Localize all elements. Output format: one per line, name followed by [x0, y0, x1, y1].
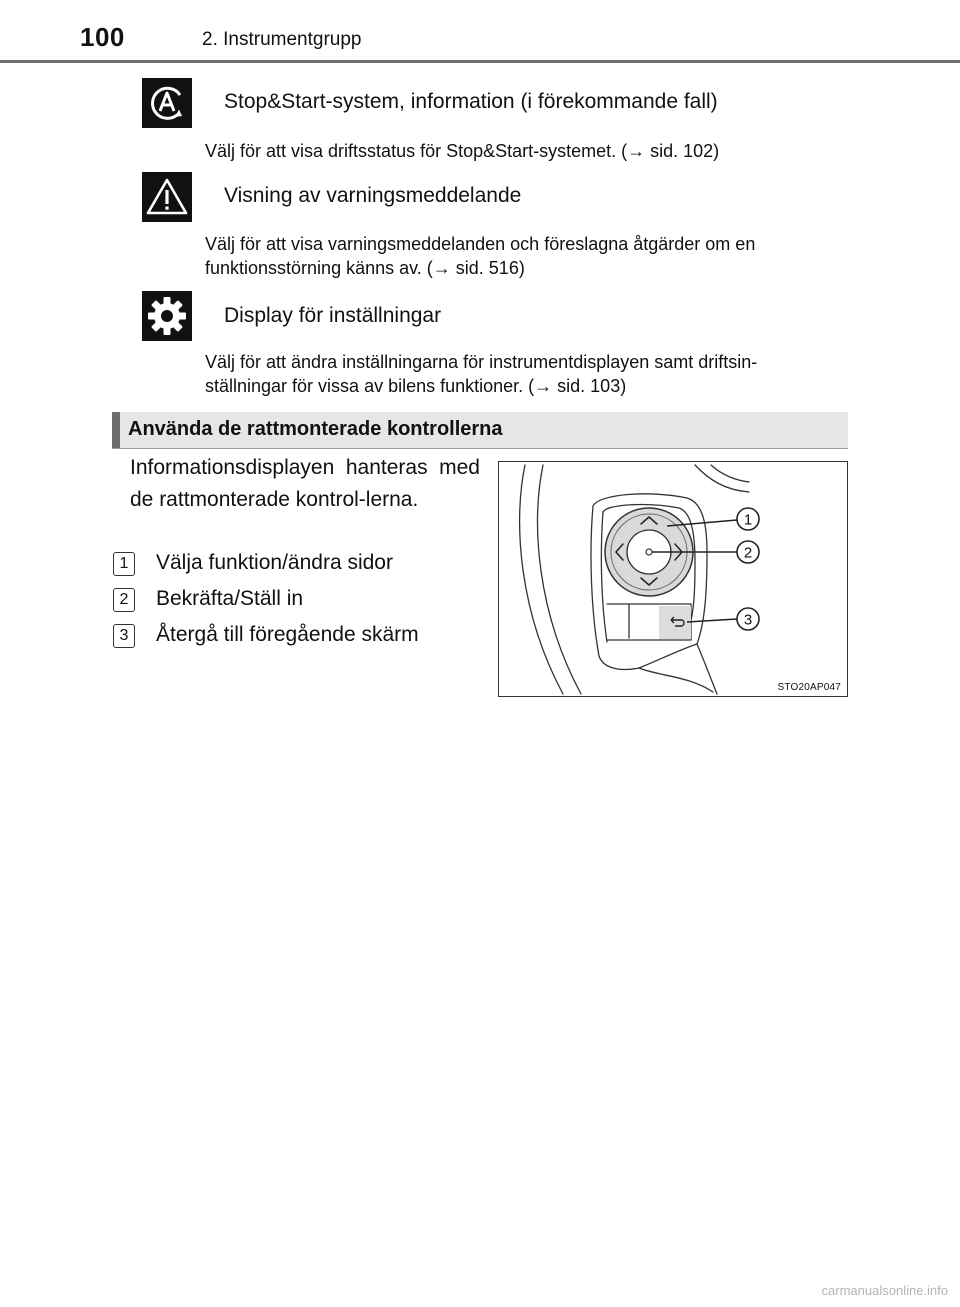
stop-start-icon [142, 78, 192, 128]
chapter-title: 2. Instrumentgrupp [202, 29, 362, 50]
warning-triangle-icon [142, 172, 192, 222]
header-rule [0, 60, 960, 63]
section-heading-accent [112, 412, 120, 448]
callout-2: 2 [743, 544, 753, 562]
steering-switch-drawing [499, 462, 847, 696]
figure-code: STO20AP047 [777, 682, 841, 693]
item-title-stop-start: Stop&Start-system, information (i förekommande fall) [224, 90, 718, 113]
intro-paragraph: Informationsdisplayen hanteras med de rattmonterade kontrol-lerna. [130, 456, 480, 511]
item-desc-line: ställningar för vissa av bilens funktioner. (→ sid. 103) [205, 376, 627, 396]
item-title-settings: Display för inställningar [224, 304, 442, 327]
item-desc-line: Välj för att visa varningsmeddelanden och föreslagna åtgärder om en [205, 234, 756, 254]
watermark: carmanualsonline.info [821, 1283, 948, 1298]
list-item-text: Välja funktion/ändra sidor [156, 551, 393, 574]
item-desc-warning [205, 232, 865, 280]
item-desc-settings [205, 350, 865, 398]
gear-icon [142, 291, 192, 341]
section-title: Använda de rattmonterade kontrollerna [128, 418, 503, 440]
list-item-text: Återgå till föregående skärm [156, 623, 419, 646]
item-desc-line: funktionsstörning känns av. (→ sid. 516) [205, 258, 525, 278]
list-item-text: Bekräfta/Ställ in [156, 587, 304, 610]
item-desc-stop-start [205, 139, 865, 163]
page-number: 100 [80, 22, 125, 52]
list-number-badge: 2 [113, 588, 135, 612]
item-title-warning: Visning av varningsmeddelande [224, 184, 522, 207]
list-number-badge: 1 [113, 552, 135, 576]
callout-1: 1 [743, 511, 753, 529]
list-number-badge: 3 [113, 624, 135, 648]
callout-3: 3 [743, 611, 753, 629]
item-desc-line: Välj för att ändra inställningarna för instrumentdisplayen samt driftsin- [205, 352, 758, 372]
page-header [0, 0, 960, 62]
item-desc-line: Välj för att visa driftsstatus för Stop&Start-systemet. (→ sid. 102) [205, 141, 720, 161]
steering-switch-illustration [498, 461, 848, 697]
